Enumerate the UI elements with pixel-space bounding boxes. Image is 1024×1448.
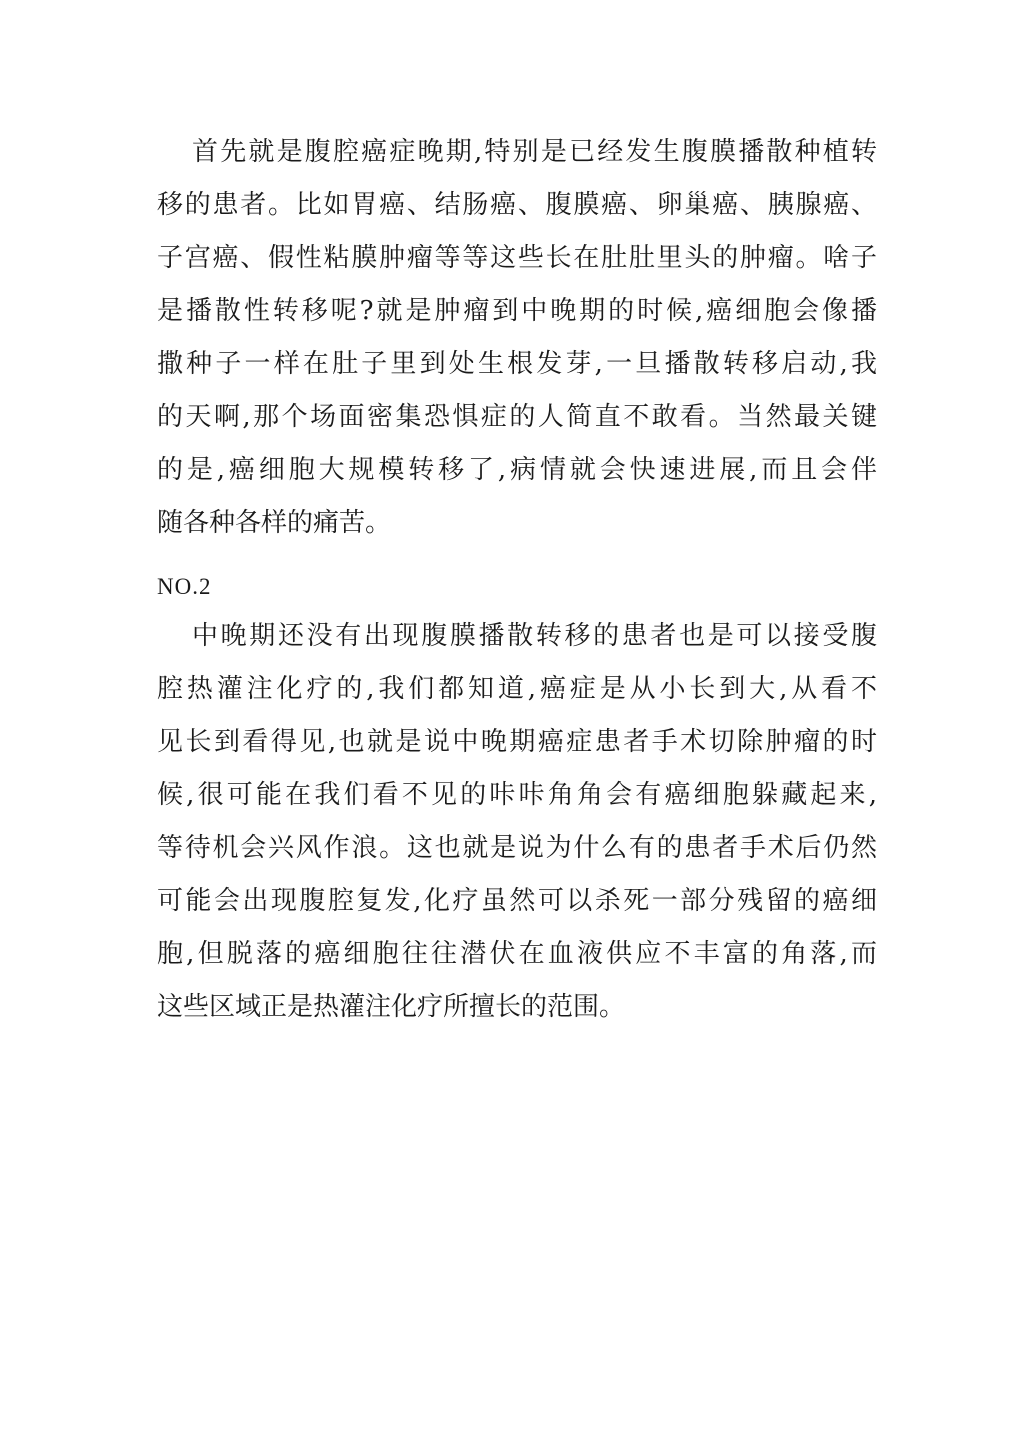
paragraph-1-line-7: 的是,癌细胞大规模转移了,病情就会快速进展,而且会伴 [157,455,877,485]
paragraph-1 [157,126,877,550]
paragraph-1-line-5: 撒种子一样在肚子里到处生根发芽,一旦播散转移启动,我 [157,349,877,379]
section-heading-no2 [157,560,877,613]
paragraph-2 [157,610,877,1034]
paragraph-2-line-4: 候,很可能在我们看不见的咔咔角角会有癌细胞躲藏起来, [157,780,877,810]
paragraph-2-line-1: 中晚期还没有出现腹膜播散转移的患者也是可以接受腹 [192,621,877,651]
paragraph-2-line-6: 可能会出现腹腔复发,化疗虽然可以杀死一部分残留的癌细 [157,886,877,916]
paragraph-2-line-2: 腔热灌注化疗的,我们都知道,癌症是从小长到大,从看不 [157,674,877,704]
paragraph-1-line-1: 首先就是腹腔癌症晚期,特别是已经发生腹膜播散种植转 [192,137,877,167]
section-heading-text: NO.2 [157,574,212,599]
paragraph-1-line-6: 的天啊,那个场面密集恐惧症的人简直不敢看。当然最关键 [157,402,877,432]
paragraph-1-line-3: 子宫癌、假性粘膜肿瘤等等这些长在肚肚里头的肿瘤。啥子 [157,243,877,273]
paragraph-2-line-5: 等待机会兴风作浪。这也就是说为什么有的患者手术后仍然 [157,833,877,863]
paragraph-1-line-2: 移的患者。比如胃癌、结肠癌、腹膜癌、卵巢癌、胰腺癌、 [157,190,877,220]
paragraph-2-line-8: 这些区域正是热灌注化疗所擅长的范围。 [157,992,626,1022]
paragraph-1-line-8: 随各种各样的痛苦。 [157,508,392,538]
paragraph-1-line-4: 是播散性转移呢?就是肿瘤到中晚期的时候,癌细胞会像播 [157,296,877,326]
paragraph-2-line-7: 胞,但脱落的癌细胞往往潜伏在血液供应不丰富的角落,而 [157,939,877,969]
paragraph-2-line-3: 见长到看得见,也就是说中晚期癌症患者手术切除肿瘤的时 [157,727,877,757]
